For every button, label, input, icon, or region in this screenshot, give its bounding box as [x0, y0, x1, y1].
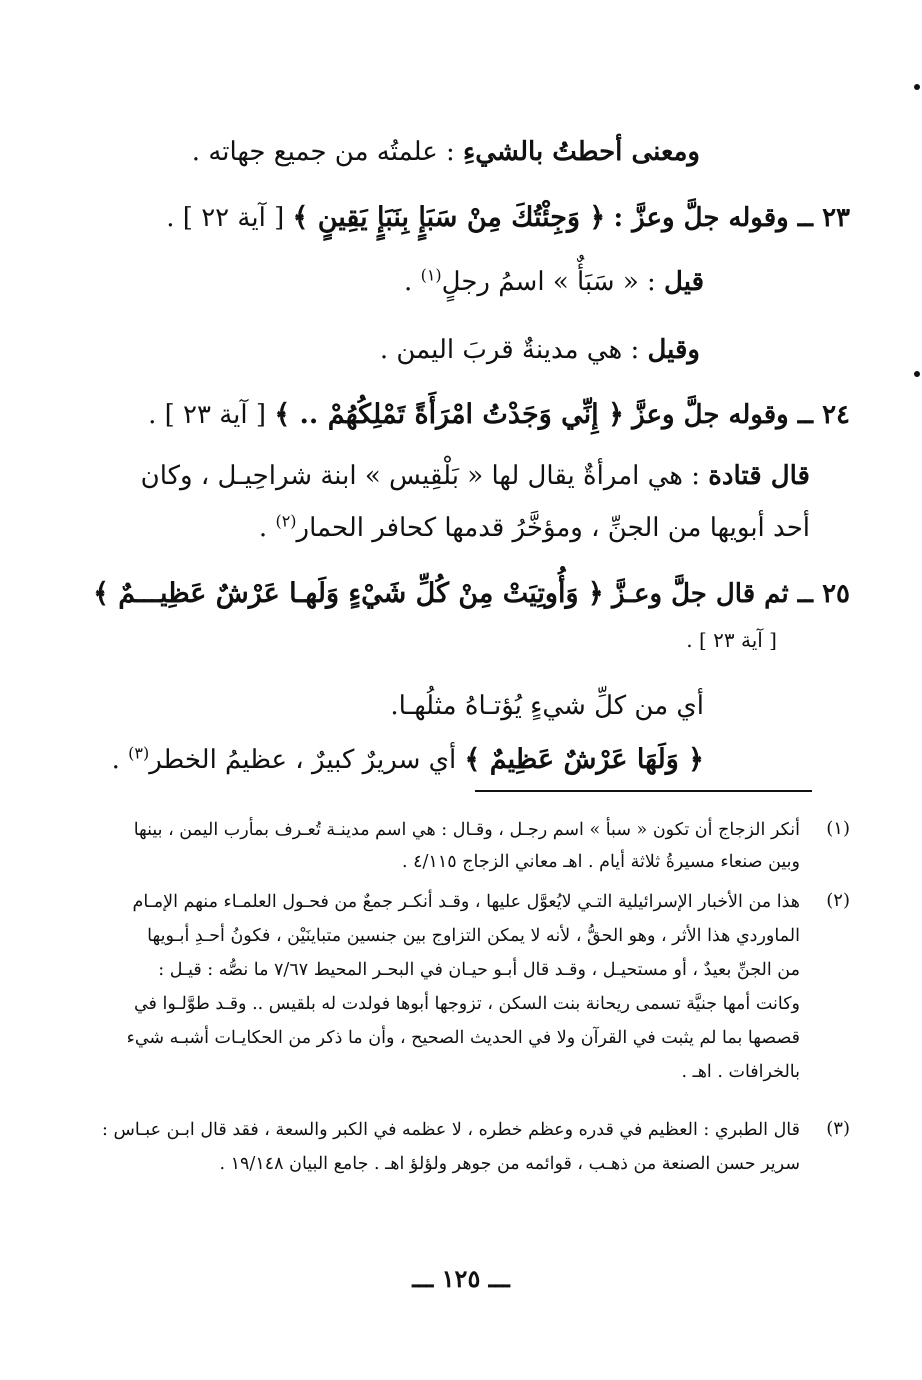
line-text: : هي امرأةٌ يقال لها « بَلْقِيس » ابنة شراحِيـل ، وكان [140, 461, 709, 491]
footnote-ref: (٣) [128, 743, 150, 763]
footnote-number: (١) [826, 818, 850, 839]
footnote-line: وبين صنعاء مسيرةُ ثلاثة أيام . اهـ معاني الزجاج ٤/١١٥ . [401, 852, 800, 872]
item-lead: ٢٤ ــ وقوله جلَّ وعزَّ [632, 400, 850, 430]
text-line: أحد أبويها من الجنِّ ، ومؤخَّرُ قدمها كحافر الحمار$^{(٢)}$ . [258, 511, 810, 543]
text-line [192, 132, 700, 172]
footnote-line: قصصها بما لم يثبت في القرآن ولا في الحديث الصحيح ، وأن ما ذكر من الحكايـات أشبـه شيء [126, 1028, 800, 1048]
verse-reference: [ آية ٢٣ ] . [148, 400, 267, 430]
footnote-ref: (٢) [275, 511, 297, 531]
footnote-ref: (١) [420, 265, 442, 285]
line-text: : هي مدينةٌ قربَ اليمن . [379, 335, 648, 365]
verse-reference: [ آية ٢٣ ] . [686, 628, 777, 652]
line-text: : « سَبَأٌ » اسمُ رجلٍ [441, 267, 665, 297]
line-text: : علمتُه من جميع جهاته . [191, 137, 464, 167]
quran-verse: ﴿ إِنِّي وَجَدْتُ امْرَأَةً تَمْلِكُهُمْ .. ﴾ [274, 399, 624, 430]
footnote-line: هذا من الأخبار الإسرائيلية التـي لايُعوَّل عليها ، وقـد أنكـر جمعٌ من فحـول العلمـاء منهم الإمـام [132, 892, 800, 912]
footnote-line: الماوردي هذا الأثر ، وهو الحقُّ ، لأنه لا يمكن التزاوج بين جنسين متباينَيْن ، فكونُ أحـدِ أبـويها [147, 926, 800, 946]
commentary-item-25 [93, 574, 850, 614]
text-line [141, 456, 810, 496]
footnote-line: بالخرافات . اهـ . [681, 1062, 800, 1082]
margin-mark [914, 84, 920, 90]
footnote-number: (٣) [826, 1118, 850, 1139]
quran-verse: ﴿ وَجِئْتُكَ مِنْ سَبَإٍ بِنَبَإٍ يَقِينٍ ﴾ [292, 202, 606, 233]
footnote-line: سرير حسن الصنعة من ذهـب ، قوائمه من جوهر ولؤلؤ اهـ . جامع البيان ١٩/١٤٨ . [219, 1154, 800, 1174]
footnote-number: (٢) [826, 890, 850, 911]
text-line [390, 686, 704, 726]
margin-mark [914, 371, 920, 377]
footnote-line: قال الطبري : العظيم في قدره وعظم خطره ، لا عظمه في الكبر والسعة ، فقد قال ابـن عبـاس : [102, 1120, 800, 1140]
term-heading: قال قتادة [708, 461, 810, 491]
page-number: ـــ ١٢٥ ـــ [412, 1264, 510, 1293]
footnote-line: وكانت أمها جنيَّة تسمى ريحانة بنت السكن ، تزوجها أبوها فولدت له بلقيس .. وقـد طوَّلـوا في [133, 994, 800, 1014]
item-lead: ٢٥ ــ ثم قال جلَّ وعـزَّ [611, 579, 850, 609]
text-line [380, 330, 700, 370]
text-line: ﴿ وَلَهَا عَرْشٌ عَظِيمٌ ﴾ أي سريرٌ كبيرٌ ، عظيمُ الخطر$^{(٣)}$ . [111, 743, 704, 775]
commentary-item-24 [148, 395, 850, 435]
verse-reference: [ آية ٢٢ ] . [166, 203, 285, 233]
quran-verse: ﴿ وَلَهَا عَرْشٌ عَظِيمٌ ﴾ [464, 744, 704, 775]
term-heading: ومعنى أحطتُ بالشيءِ [463, 137, 700, 167]
line-text: أي من كلِّ شيءٍ يُؤتـاهُ مثلُهـا. [390, 691, 704, 721]
term-heading: قيل [664, 267, 704, 297]
line-text: أي سريرٌ كبيرٌ ، عظيمُ الخطر [149, 745, 465, 775]
footnote-line: أنكر الزجاج أن تكون « سبأ » اسم رجـل ، وقـال : هي اسم مدينـة تُعـرف بمأرب اليمن ، بينها [133, 820, 800, 840]
footnote-separator [475, 790, 812, 792]
term-heading: وقيل [647, 335, 700, 365]
quran-verse: ﴿ وَأُوتِيَتْ مِنْ كُلِّ شَيْءٍ وَلَهـا عَرْشٌ عَظِيـــمٌ ﴾ [93, 578, 604, 609]
text-line: قيل : « سَبَأٌ » اسمُ رجلٍ$^{(١)}$ . [404, 265, 704, 297]
footnote-line: من الجنِّ بعيدٌ ، أو مستحيـل ، وقـد قال أبـو حيـان في البحـر المحيط ٧/٦٧ ما نصُّه : قيـل : [158, 960, 800, 980]
item-lead: ٢٣ ــ وقوله جلَّ وعزَّ : [613, 203, 850, 233]
line-text: أحد أبويها من الجنِّ ، ومؤخَّرُ قدمها كحافر الحمار [296, 513, 810, 543]
commentary-item-23 [166, 198, 850, 238]
